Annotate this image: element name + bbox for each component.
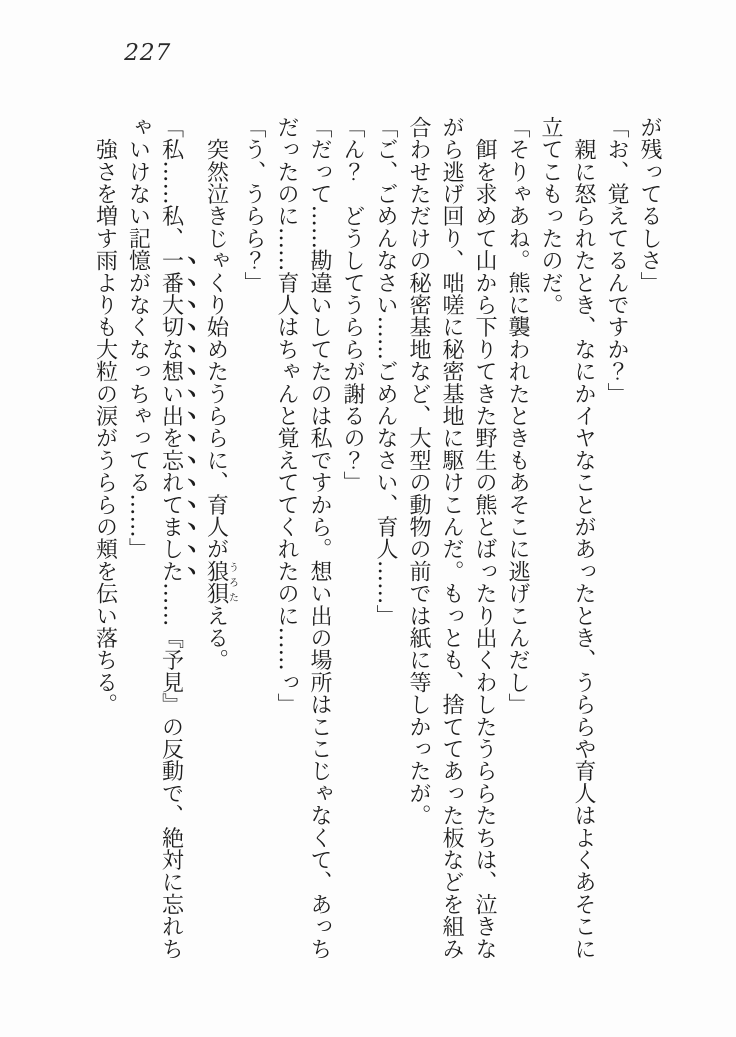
text-line: 「お、覚えてるんですか？」 <box>604 116 629 405</box>
text-line: 「う、うらら？」 <box>241 116 266 294</box>
text-line: だったのに……育人はちゃんと覚えててくれたのに……っ」 <box>274 116 299 716</box>
text-line: 「ん？ どうしてうららが謝るの？」 <box>340 116 365 494</box>
text-line: 餌を求めて山から下りてきた野生の熊とばったり出くわしたうららたちは、泣きな <box>472 116 497 960</box>
text-line-with-emphasis <box>155 116 200 960</box>
text-segment: ……『予見』の反動で、絶対に忘れち <box>158 582 184 960</box>
text-segment: 突然泣きじゃくり始めたうららに、育人が <box>203 116 229 560</box>
text-line: 立てこもったのだ。 <box>538 116 563 316</box>
text-segment: 「私……私、 <box>158 116 184 250</box>
text-line: 親に怒られたとき、なにかイヤなことがあったとき、うららや育人はよくあそこに <box>571 116 596 960</box>
text-line: 合わせただけの秘密基地など、大型の動物の前では紙に等しかったが。 <box>406 116 431 827</box>
text-line: ゃいけない記憶がなくなっちゃってる……」 <box>125 116 151 560</box>
text-segment: える。 <box>203 604 229 672</box>
text-line: 強さを増す雨よりも大粒の涙がうららの頬を伝い落ちる。 <box>92 116 118 716</box>
ruby-text: うろた <box>226 560 238 605</box>
text-line: 「ご、ごめんなさい……ごめんなさい、育人……」 <box>373 116 398 627</box>
page-number: 227 <box>121 40 174 66</box>
text-line: が残ってるしさ」 <box>637 116 662 294</box>
text-area <box>89 116 667 960</box>
emphasized-text: 一番大切な想い出を忘れてました <box>158 249 184 583</box>
text-line-with-furigana <box>200 116 238 954</box>
text-line: 「そりゃあね。熊に襲われたときもあそこに逃げこんだし」 <box>505 116 530 716</box>
ruby-base: 狼狽 <box>203 560 229 605</box>
text-line: 「だって……勘違いしてたのは私ですから。想い出の場所はここじゃなくて、あっち <box>307 116 332 960</box>
furigana-ruby <box>203 560 238 605</box>
text-line: がら逃げ回り、咄嗟に秘密基地に駆けこんだ。もっとも、捨ててあった板などを組み <box>439 116 464 960</box>
